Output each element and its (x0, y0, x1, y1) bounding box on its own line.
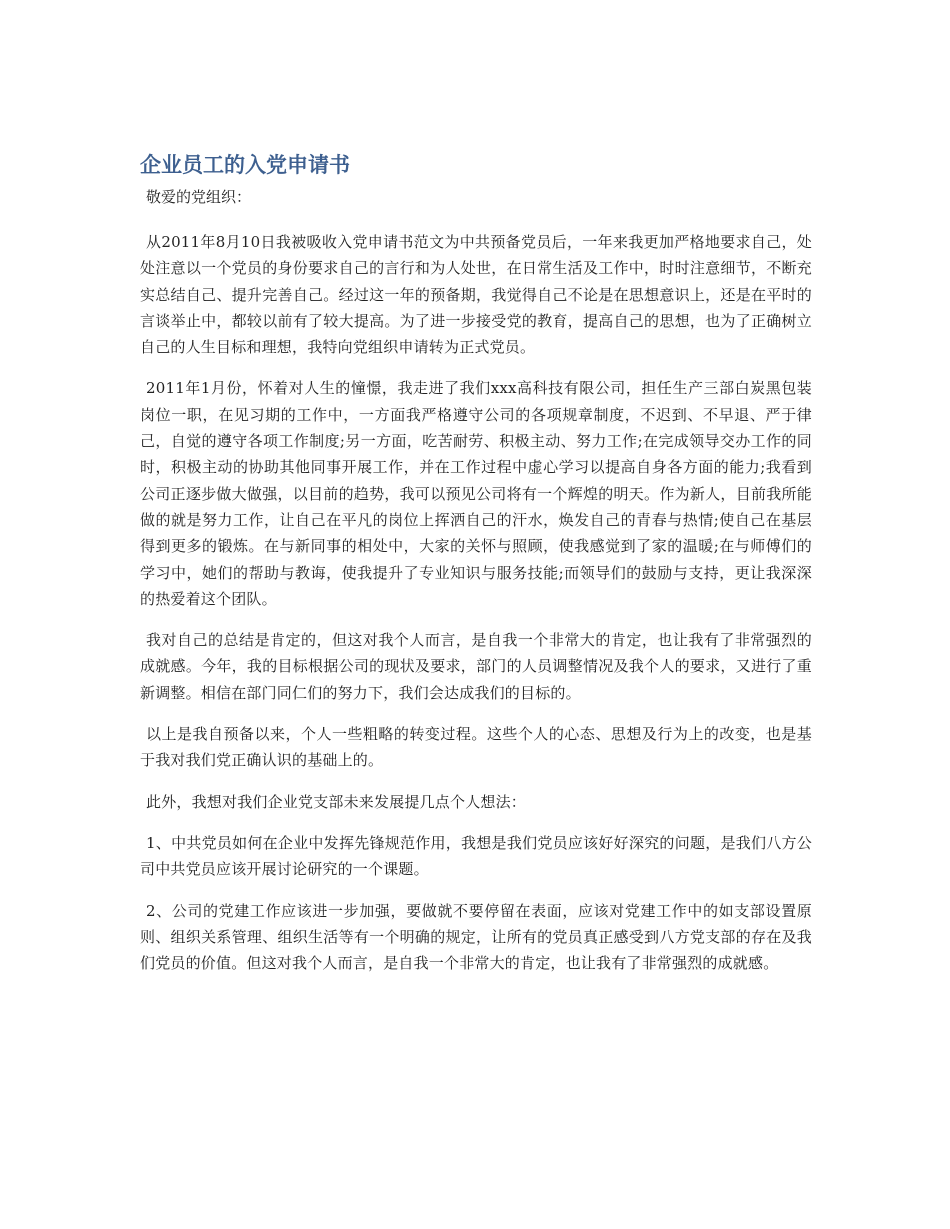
paragraph-3: 我对自己的总结是肯定的，但这对我个人而言，是自我一个非常大的肯定，也让我有了非常强烈的成就感。今年，我的目标根据公司的现状及要求，部门的人员调整情况及我个人的要求，又进行了重新调整。相信在部门同仁们的努力下，我们会达成我们的目标的。 (140, 631, 812, 702)
salutation: 敬爱的党组织： (146, 188, 252, 206)
paragraph-4: 以上是我自预备以来，个人一些粗略的转变过程。这些个人的心态、思想及行为上的改变，也是基于我对我们党正确认识的基础上的。 (140, 725, 812, 770)
paragraph-5: 此外，我想对我们企业党支部未来发展提几点个人想法： (146, 792, 527, 811)
paragraph-7: 2、公司的党建工作应该进一步加强，要做就不要停留在表面，应该对党建工作中的如支部设置原则、组织关系管理、组织生活等有一个明确的规定，让所有的党员真正感受到八方党支部的存在及我们党员的价值。但这对我个人而言，是自我一个非常大的肯定，也让我有了非常强烈的成就感。 (140, 901, 812, 973)
document-body (140, 150, 812, 976)
paragraph-6: 1、中共党员如何在企业中发挥先锋规范作用，我想是我们党员应该好好深究的问题，是我们八方公司中共党员应该开展讨论研究的一个课题。 (140, 833, 812, 879)
paragraph-1: 从2011年8月10日我被吸收入党申请书范文为中共预备党员后，一年来我更加严格地要求自己，处处注意以一个党员的身份要求自己的言行和为人处世，在日常生活及工作中，时时注意细节，不断充实总结自己、提升完善自己。经过这一年的预备期，我觉得自己不论是在思想意识上，还是在平时的言谈举止中，都较以前有了较大提高。为了进一步接受党的教育，提高自己的思想，也为了正确树立自己的人生目标和理想，我特向党组织申请转为正式党员。 (140, 233, 812, 357)
document-title: 企业员工的入党申请书 (140, 153, 350, 177)
paragraph-2: 2011年1月份，怀着对人生的憧憬，我走进了我们xxx高科技有限公司，担任生产三部白炭黑包装岗位一职，在见习期的工作中，一方面我严格遵守公司的各项规章制度，不迟到、不早退、严于律己，自觉的遵守各项工作制度;另一方面，吃苦耐劳、积极主动、努力工作;在完成领导交办工作的同时，积极主动的协助其他同事开展工作，并在工作过程中虚心学习以提高自身各方面的能力;我看到公司正逐步做大做强，以目前的趋势，我可以预见公司将有一个辉煌的明天。作为新人，目前我所能做的就是努力工作，让自己在平凡的岗位上挥洒自己的汗水，焕发自己的青春与热情;使自己在基层得到更多的锻炼。在与新同事的相处中，大家的关怀与照顾，使我感觉到了家的温暖;在与师傅们的学习中，她们的帮助与教诲，使我提升了专业知识与服务技能;而领导们的鼓励与支持，更让我深深的热爱着这个团队。 (140, 379, 812, 608)
